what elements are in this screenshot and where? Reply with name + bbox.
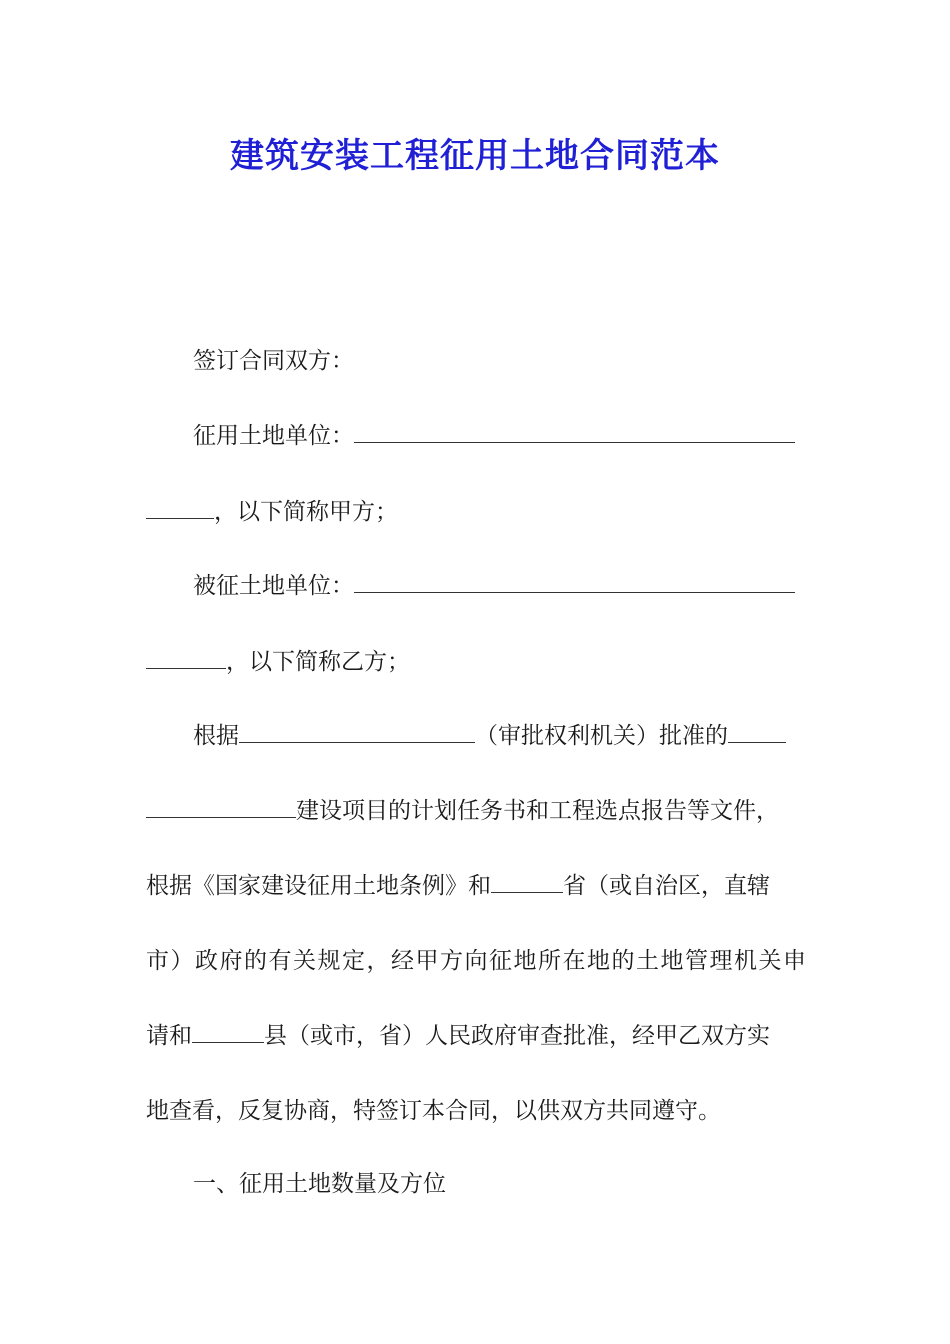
text-segment: 省（或自治区，直辖 [563, 873, 770, 899]
paragraph-line-10 [146, 1020, 806, 1052]
text-segment: 建设项目的计划任务书和工程选点报告等文件， [296, 798, 779, 824]
paragraph-line-9 [146, 945, 806, 977]
paragraph-line-8 [146, 870, 806, 902]
text-segment: 县（或市，省）人民政府审查批准，经甲乙双方实 [264, 1023, 770, 1049]
text-segment: 市）政府的有关规定，经甲方向征地所在地的土地管理机关申 [146, 948, 806, 974]
fill-blank [146, 496, 214, 519]
paragraph-line-6 [193, 720, 806, 752]
fill-blank [354, 420, 795, 443]
paragraph-line-3 [146, 496, 806, 528]
text-segment: （审批权利机关）批准的 [475, 723, 728, 749]
fill-blank [728, 720, 786, 743]
section-heading [193, 1168, 853, 1200]
document-title: 建筑安装工程征用土地合同范本 [230, 136, 720, 176]
text-segment: 被征土地单位： [193, 573, 354, 599]
paragraph-line-7 [146, 795, 806, 827]
text-segment: 根据 [193, 723, 239, 749]
fill-blank [192, 1020, 264, 1043]
fill-blank [354, 570, 795, 593]
fill-blank [239, 720, 475, 743]
fill-blank [146, 795, 296, 818]
text-segment: 请和 [146, 1023, 192, 1049]
paragraph-line-5 [146, 646, 806, 678]
fill-blank [491, 870, 563, 893]
paragraph-line-1 [193, 345, 853, 377]
paragraph-line-11 [146, 1095, 806, 1127]
text-segment: 地查看，反复协商，特签订本合同，以供双方共同遵守。 [146, 1098, 721, 1124]
text-segment: 征用土地单位： [193, 423, 354, 449]
text-segment: 一、征用土地数量及方位 [193, 1171, 446, 1197]
paragraph-line-4 [193, 570, 806, 602]
paragraph-line-2 [193, 420, 806, 452]
text-segment: 签订合同双方： [193, 348, 354, 374]
text-segment: ，以下简称甲方； [214, 499, 398, 525]
text-segment: 根据《国家建设征用土地条例》和 [146, 873, 491, 899]
fill-blank [146, 646, 226, 669]
text-segment: ，以下简称乙方； [226, 649, 410, 675]
